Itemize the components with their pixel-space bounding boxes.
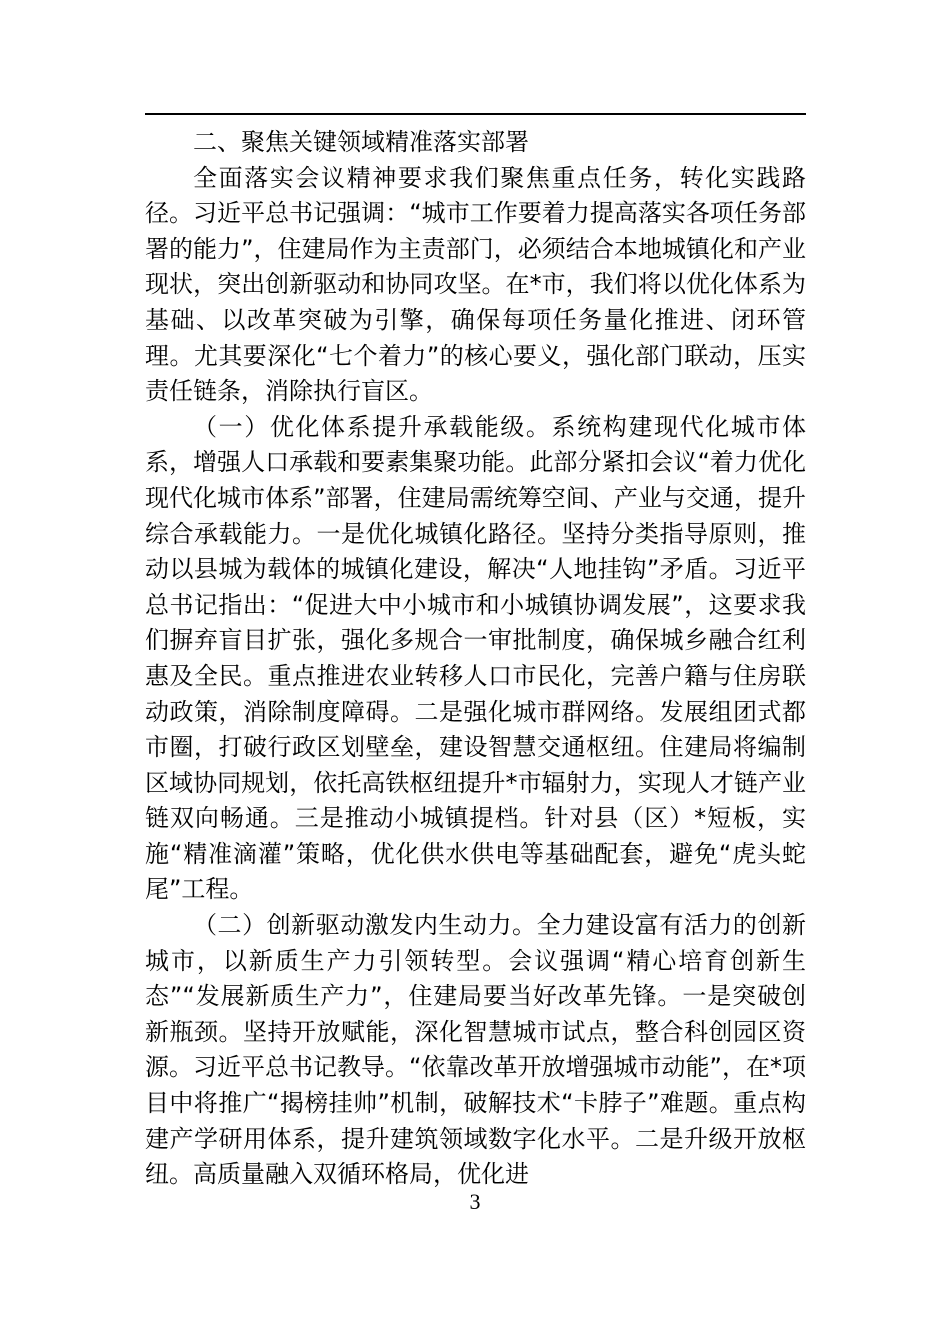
- body-paragraph: 全面落实会议精神要求我们聚焦重点任务，转化实践路径。习近平总书记强调：“城市工作要着力提高落实各项任务部署的能力”，住建局作为主责部门，必须结合本地城镇化和产业现状，突出创新驱动和协同攻坚。在*市，我们将以优化体系为基础、以改革突破为引擎，确保每项任务量化推进、闭环管理。尤其要深化“七个着力”的核心要义，强化部门联动，压实责任链条，消除执行盲区。: [145, 163, 806, 406]
- body-paragraph: （二）创新驱动激发内生动力。全力建设富有活力的创新城市，以新质生产力引领转型。会议强调“精心培育创新生态”“发展新质生产力”，住建局要当好改革先锋。一是突破创新瓶颈。坚持开放赋能，深化智慧城市试点，整合科创园区资源。习近平总书记教导。“依靠改革开放增强城市动能”，在*项目中将推广“揭榜挂帅”机制，破解技术“卡脖子”难题。重点构建产学研用体系，提升建筑领域数字化水平。二是升级开放枢纽。高质量融入双循环格局，优化进: [145, 911, 806, 1189]
- header-rule: [145, 113, 806, 115]
- body-paragraph: （一）优化体系提升承载能级。系统构建现代化城市体系，增强人口承载和要素集聚功能。此部分紧扣会议“着力优化现代化城市体系”部署，住建局需统筹空间、产业与交通，提升综合承载能力。一是优化城镇化路径。坚持分类指导原则，推动以县城为载体的城镇化建设，解决“人地挂钩”矛盾。习近平总书记指出：“促进大中小城市和小城镇协调发展”，这要求我们摒弃盲目扩张，强化多规合一审批制度，确保城乡融合红利惠及全民。重点推进农业转移人口市民化，完善户籍与住房联动政策，消除制度障碍。二是强化城市群网络。发展组团式都市圈，打破行政区划壁垒，建设智慧交通枢纽。住建局将编制区域协同规划，依托高铁枢纽提升*市辐射力，实现人才链产业链双向畅通。三是推动小城镇提档。针对县（区）*短板，实施“精准滴灌”策略，优化供水供电等基础配套，避免“虎头蛇尾”工程。: [145, 412, 806, 904]
- document-body: [145, 125, 806, 1193]
- section-heading: 二、聚焦关键领域精准落实部署: [193, 128, 529, 156]
- page-number: 3: [469, 1189, 481, 1214]
